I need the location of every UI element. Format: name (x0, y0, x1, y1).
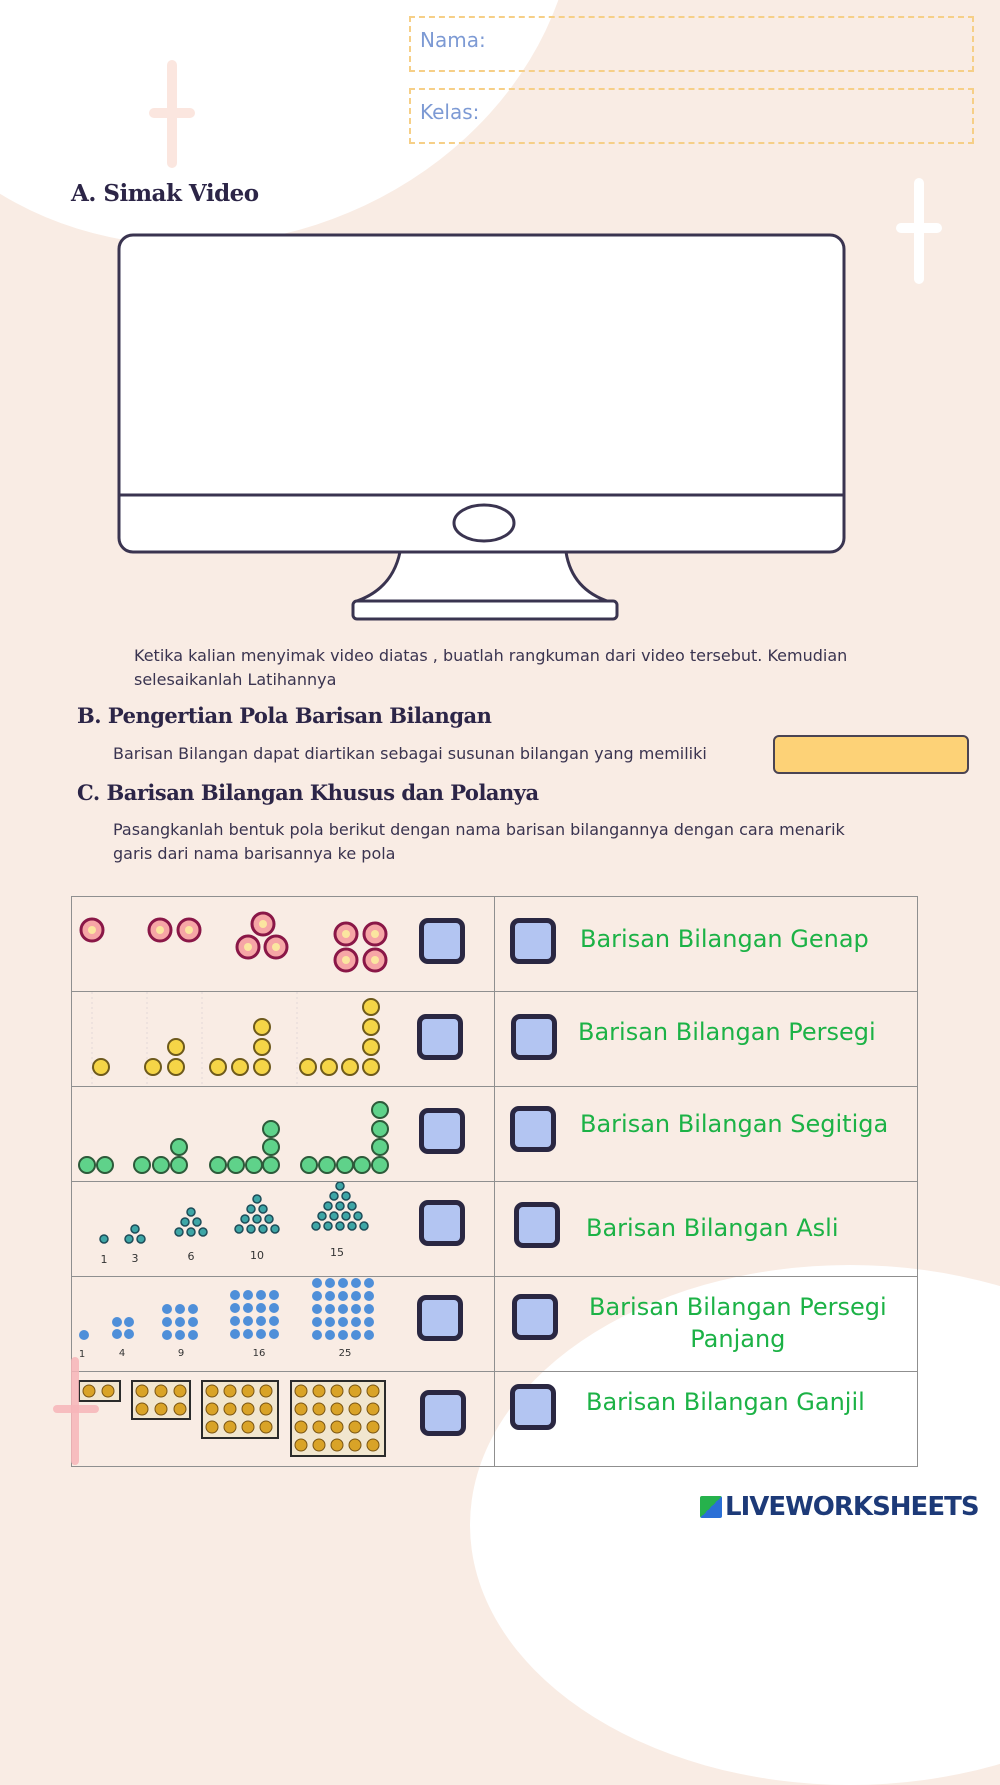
number-label: 15 (330, 1246, 344, 1259)
instruction-line: Pasangkanlah bentuk pola berikut dengan nama barisan bilangannya dengan cara menarik (113, 820, 845, 839)
pattern-match-checkbox[interactable] (420, 1390, 466, 1436)
label-cell (495, 1087, 918, 1182)
pattern-cell (72, 1087, 495, 1182)
decorative-cross-icon (53, 1405, 99, 1413)
label-cell (495, 1277, 918, 1372)
table-row (72, 992, 918, 1087)
number-label: 16 (252, 1348, 266, 1359)
brand-logo-icon (700, 1496, 722, 1518)
number-label: 3 (131, 1252, 139, 1265)
table-row (72, 1372, 918, 1467)
pattern-gold-rectangles (72, 1372, 402, 1466)
label-match-checkbox[interactable] (511, 1014, 557, 1060)
section-b-title: B. Pengertian Pola Barisan Bilangan (77, 703, 492, 728)
pattern-match-checkbox[interactable] (417, 1014, 463, 1060)
match-label: Barisan Bilangan Asli (586, 1214, 839, 1242)
pattern-cell (72, 992, 495, 1087)
pattern-cell (72, 1372, 495, 1467)
label-match-checkbox[interactable] (510, 1384, 556, 1430)
pattern-odd-circles (72, 897, 402, 991)
section-a-title: A. Simak Video (71, 180, 259, 207)
label-match-checkbox[interactable] (514, 1202, 560, 1248)
match-label: Barisan Bilangan Genap (580, 925, 869, 953)
section-b-text: Barisan Bilangan dapat diartikan sebagai susunan bilangan yang memiliki (113, 744, 707, 763)
number-label: 1 (78, 1349, 86, 1360)
match-label: Barisan Bilangan Ganjil (586, 1388, 865, 1416)
name-label: Nama: (420, 28, 486, 52)
number-label: 4 (118, 1348, 126, 1359)
class-label: Kelas: (420, 100, 480, 124)
brand-name: LIVEWORKSHEETS (725, 1492, 979, 1522)
number-label: 1 (100, 1253, 108, 1266)
pattern-match-checkbox[interactable] (419, 1108, 465, 1154)
label-match-checkbox[interactable] (510, 918, 556, 964)
section-c-instruction (113, 818, 845, 866)
match-label: Barisan Bilangan Persegi (578, 1018, 876, 1046)
instruction-line: selesaikanlah Latihannya (134, 670, 337, 689)
matching-table (71, 896, 918, 1467)
pattern-square-dots (72, 1277, 402, 1371)
pattern-match-checkbox[interactable] (419, 1200, 465, 1246)
pattern-green-columns (72, 1087, 402, 1181)
decorative-cross-icon (896, 223, 942, 233)
label-cell (495, 1182, 918, 1277)
match-label (589, 1291, 887, 1355)
video-monitor[interactable] (110, 228, 855, 628)
number-label: 6 (187, 1250, 195, 1263)
liveworksheets-logo (700, 1492, 979, 1522)
match-label: Barisan Bilangan Segitiga (580, 1110, 889, 1138)
label-match-checkbox[interactable] (512, 1294, 558, 1340)
label-match-checkbox[interactable] (510, 1106, 556, 1152)
definition-answer-input[interactable] (773, 735, 969, 774)
name-field[interactable] (409, 16, 974, 72)
pattern-cell (72, 1182, 495, 1277)
table-row (72, 1277, 918, 1372)
section-c-title: C. Barisan Bilangan Khusus dan Polanya (77, 780, 539, 805)
table-row (72, 897, 918, 992)
table-row (72, 1182, 918, 1277)
pattern-triangle-dots (72, 1182, 402, 1276)
table-row (72, 1087, 918, 1182)
number-label: 10 (250, 1249, 264, 1262)
label-cell (495, 897, 918, 992)
pattern-cell (72, 1277, 495, 1372)
pattern-yellow-columns (72, 992, 402, 1086)
pattern-match-checkbox[interactable] (417, 1295, 463, 1341)
section-a-instruction (134, 644, 847, 692)
label-cell (495, 992, 918, 1087)
pattern-match-checkbox[interactable] (419, 918, 465, 964)
pattern-cell (72, 897, 495, 992)
number-label: 9 (177, 1348, 185, 1359)
class-field[interactable] (409, 88, 974, 144)
match-label-line: Barisan Bilangan Persegi (589, 1293, 887, 1321)
match-label-line: Panjang (690, 1325, 786, 1353)
label-cell (495, 1372, 918, 1467)
decorative-cross-icon (149, 108, 195, 118)
instruction-line: garis dari nama barisannya ke pola (113, 844, 396, 863)
number-label: 25 (338, 1348, 352, 1359)
instruction-line: Ketika kalian menyimak video diatas , buatlah rangkuman dari video tersebut. Kemudian (134, 646, 848, 665)
